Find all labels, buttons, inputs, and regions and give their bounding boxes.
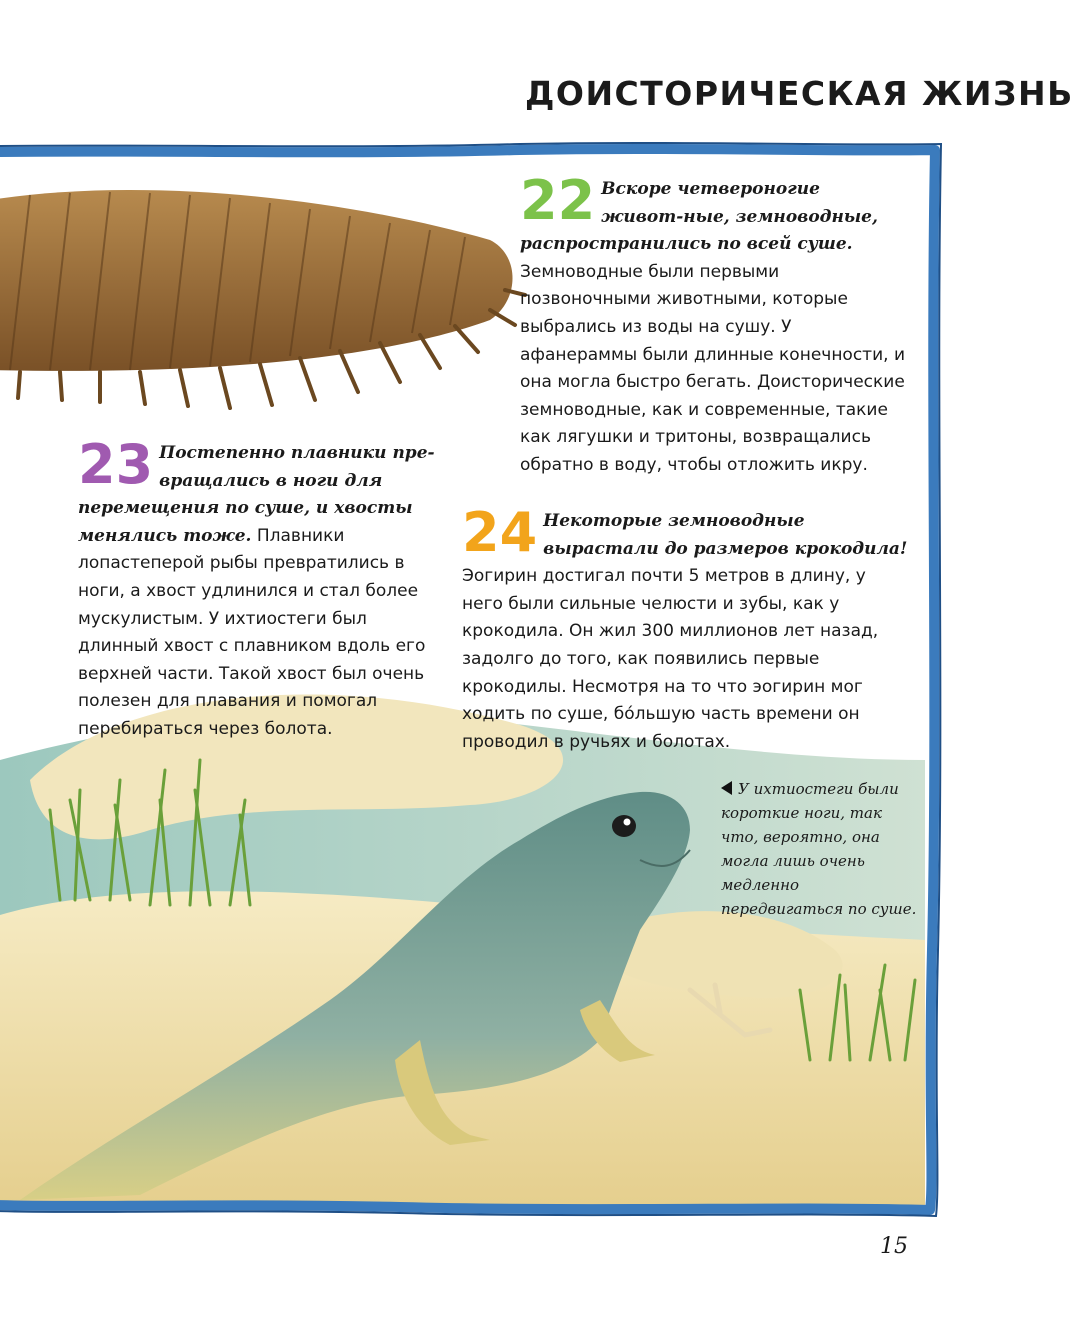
page-title: ДОИСТОРИЧЕСКАЯ ЖИЗНЬ <box>525 74 1074 113</box>
fact-23 <box>78 433 438 744</box>
fact-lead: Вскоре четвероногие живот-ные, земноводные, распространились по всей суше. <box>520 179 878 255</box>
fact-number: 22 <box>520 169 596 232</box>
illustration-caption <box>721 777 921 921</box>
caption-text: У ихтиостеги были короткие ноги, так что, вероятно, она могла лишь очень медленно передвигаться по суше. <box>721 780 917 918</box>
page-number: 15 <box>880 1234 908 1259</box>
fact-number: 24 <box>462 501 538 564</box>
arrow-left-icon <box>721 781 732 795</box>
fact-24 <box>462 501 912 756</box>
fact-22 <box>520 169 905 480</box>
fact-body: Эогирин достигал почти 5 метров в длину, у него были сильные челюсти и зубы, как у крокодила. Он жил 300 миллионов лет назад, задолго до того, как появились первые крокодилы. Несмотря на то что эогирин мог ходить по суше, бо́льшую часть времени он проводил в ручьях и болотах. <box>462 566 879 752</box>
fact-body: Плавники лопастеперой рыбы превратились в ноги, а хвост удлинился и стал более мускулистым. У ихтиостеги был длинный хвост с плавником вдоль его верхней части. Такой хвост был очень полезен для плавания и помогал перебираться через болота. <box>78 525 426 739</box>
fact-lead: Постепенно плавники пре-вращались в ноги для перемещения по суше, и хвосты менялись тоже. <box>78 443 435 546</box>
millipede-illustration <box>0 190 525 408</box>
fact-body: Земноводные были первыми позвоночными животными, которые выбрались из воды на сушу. У афанераммы были длинные конечности, и она могла быстро бегать. Доисторические земноводные, как и современные, такие как лягушки и тритоны, возвращались обратно в воду, чтобы отложить икру. <box>520 261 905 475</box>
fact-number: 23 <box>78 433 154 496</box>
fact-lead: Некоторые земноводные вырастали до размеров крокодила! <box>543 511 908 559</box>
